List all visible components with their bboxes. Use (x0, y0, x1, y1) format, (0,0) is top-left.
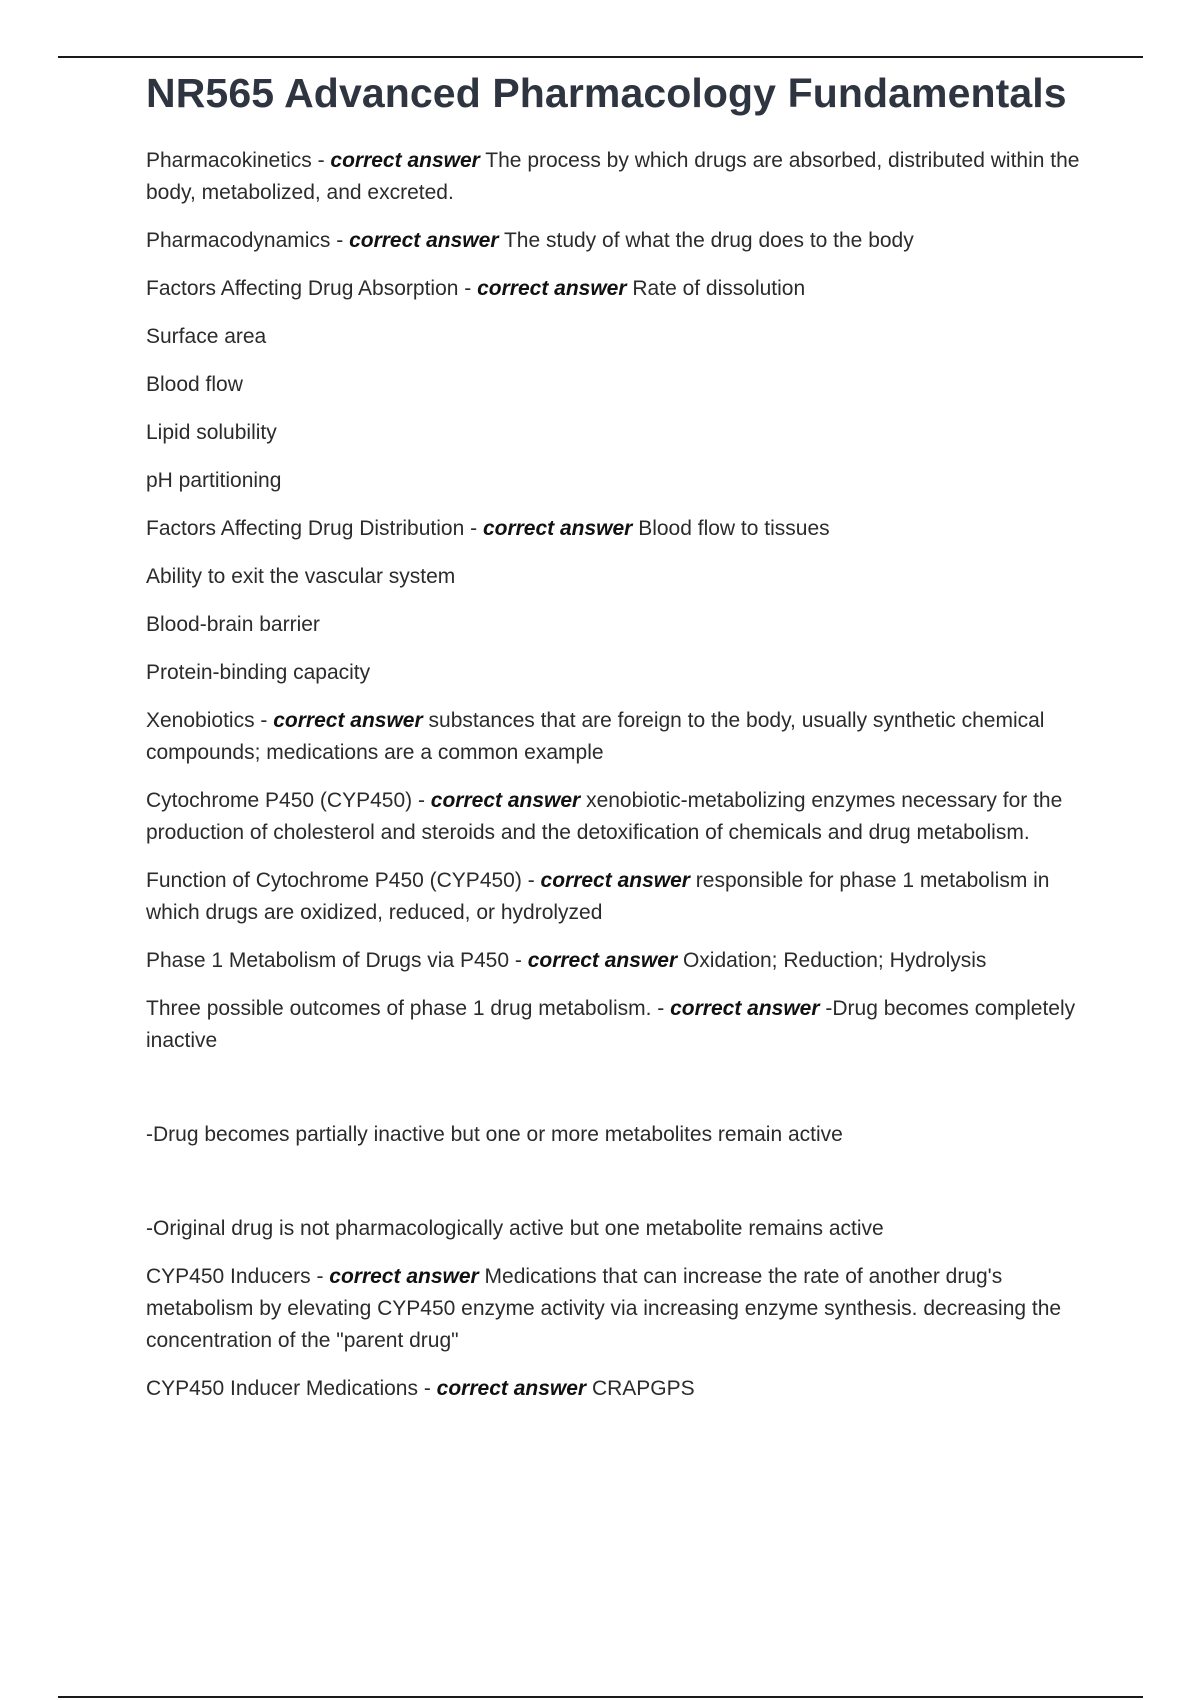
term-definition-entry (146, 1373, 1106, 1405)
correct-answer-label: correct answer (482, 517, 633, 540)
flashcard-list (146, 145, 1106, 1421)
entry-answer: xenobiotic-metabolizing enzymes necessary for the production of cholesterol and steroids and the detoxification of chemicals and drug metabolism. (146, 789, 1063, 844)
term-definition-entry (146, 273, 1106, 305)
entry-text: Blood flow (146, 373, 243, 396)
term-definition-entry (146, 865, 1106, 929)
entry-separator: - (458, 277, 478, 300)
term-definition-entry (146, 993, 1106, 1057)
correct-answer-label: correct answer (349, 229, 499, 252)
correct-answer-label: correct answer (436, 1377, 587, 1400)
entry-term: Phase 1 Metabolism of Drugs via P450 (146, 949, 510, 972)
entry-separator: - (509, 949, 528, 972)
document-title: NR565 Advanced Pharmacology Fundamentals (146, 70, 1067, 116)
list-item (146, 1213, 1106, 1245)
entry-separator: - (651, 997, 671, 1020)
correct-answer-label: correct answer (540, 869, 690, 892)
list-item (146, 465, 1106, 497)
entry-separator: - (311, 149, 331, 172)
entry-separator: - (464, 517, 483, 540)
entry-answer: Medications that can increase the rate of another drug's metabolism by elevating CYP450 enzyme activity via increasing enzyme synthesis. decreasing the concentration of the "parent drug" (146, 1265, 1062, 1352)
list-item (146, 657, 1106, 689)
entry-term: Three possible outcomes of phase 1 drug metabolism. (146, 997, 652, 1020)
entry-answer: substances that are foreign to the body, usually synthetic chemical compounds; medications are a common example (146, 709, 1045, 764)
entry-separator: - (310, 1265, 330, 1288)
correct-answer-label: correct answer (527, 949, 678, 972)
entry-separator: - (254, 709, 274, 732)
footer-rule (58, 1696, 1143, 1698)
entry-term: Function of Cytochrome P450 (CYP450) (146, 869, 522, 892)
entry-term: CYP450 Inducer Medications (146, 1377, 418, 1400)
entry-text: Lipid solubility (146, 421, 277, 444)
correct-answer-label: correct answer (273, 709, 423, 732)
term-definition-entry (146, 705, 1106, 769)
entry-text: pH partitioning (146, 469, 282, 492)
list-item (146, 609, 1106, 641)
entry-text: -Drug becomes partially inactive but one or more metabolites remain active (146, 1123, 843, 1146)
entry-term: Cytochrome P450 (CYP450) (146, 789, 413, 812)
term-definition-entry (146, 513, 1106, 545)
entry-separator: - (330, 229, 350, 252)
entry-text: Surface area (146, 325, 267, 348)
header-rule (58, 56, 1143, 58)
entry-separator: - (418, 1377, 437, 1400)
term-definition-entry (146, 225, 1106, 257)
entry-text: -Original drug is not pharmacologically active but one metabolite remains active (146, 1217, 884, 1240)
correct-answer-label: correct answer (329, 1265, 479, 1288)
list-item (146, 369, 1106, 401)
entry-answer: -Drug becomes completely inactive (146, 997, 1076, 1052)
entry-text: Ability to exit the vascular system (146, 565, 456, 588)
entry-answer: The study of what the drug does to the body (503, 229, 914, 252)
entry-term: Factors Affecting Drug Distribution (146, 517, 465, 540)
list-item (146, 417, 1106, 449)
entry-answer: Rate of dissolution (632, 277, 806, 300)
term-definition-entry (146, 945, 1106, 977)
entry-term: Xenobiotics (146, 709, 255, 732)
entry-text: Blood-brain barrier (146, 613, 320, 636)
correct-answer-label: correct answer (670, 997, 820, 1020)
entry-separator: - (412, 789, 431, 812)
entry-answer: Oxidation; Reduction; Hydrolysis (682, 949, 987, 972)
entry-term: Pharmacokinetics (146, 149, 312, 172)
correct-answer-label: correct answer (430, 789, 581, 812)
entry-answer: responsible for phase 1 metabolism in which drugs are oxidized, reduced, or hydrolyzed (146, 869, 1050, 924)
entry-answer: The process by which drugs are absorbed, distributed within the body, metabolized, and excreted. (146, 149, 1080, 204)
entry-separator: - (521, 869, 541, 892)
entry-term: Pharmacodynamics (146, 229, 331, 252)
entry-term: CYP450 Inducers (146, 1265, 311, 1288)
correct-answer-label: correct answer (477, 277, 627, 300)
entry-term: Factors Affecting Drug Absorption (146, 277, 459, 300)
term-definition-entry (146, 1261, 1106, 1357)
entry-answer: CRAPGPS (591, 1377, 695, 1400)
entry-text: Protein-binding capacity (146, 661, 371, 684)
list-item (146, 1119, 1106, 1151)
term-definition-entry (146, 785, 1106, 849)
correct-answer-label: correct answer (330, 149, 480, 172)
term-definition-entry (146, 145, 1106, 209)
list-item (146, 321, 1106, 353)
entry-answer: Blood flow to tissues (638, 517, 830, 540)
list-item (146, 561, 1106, 593)
